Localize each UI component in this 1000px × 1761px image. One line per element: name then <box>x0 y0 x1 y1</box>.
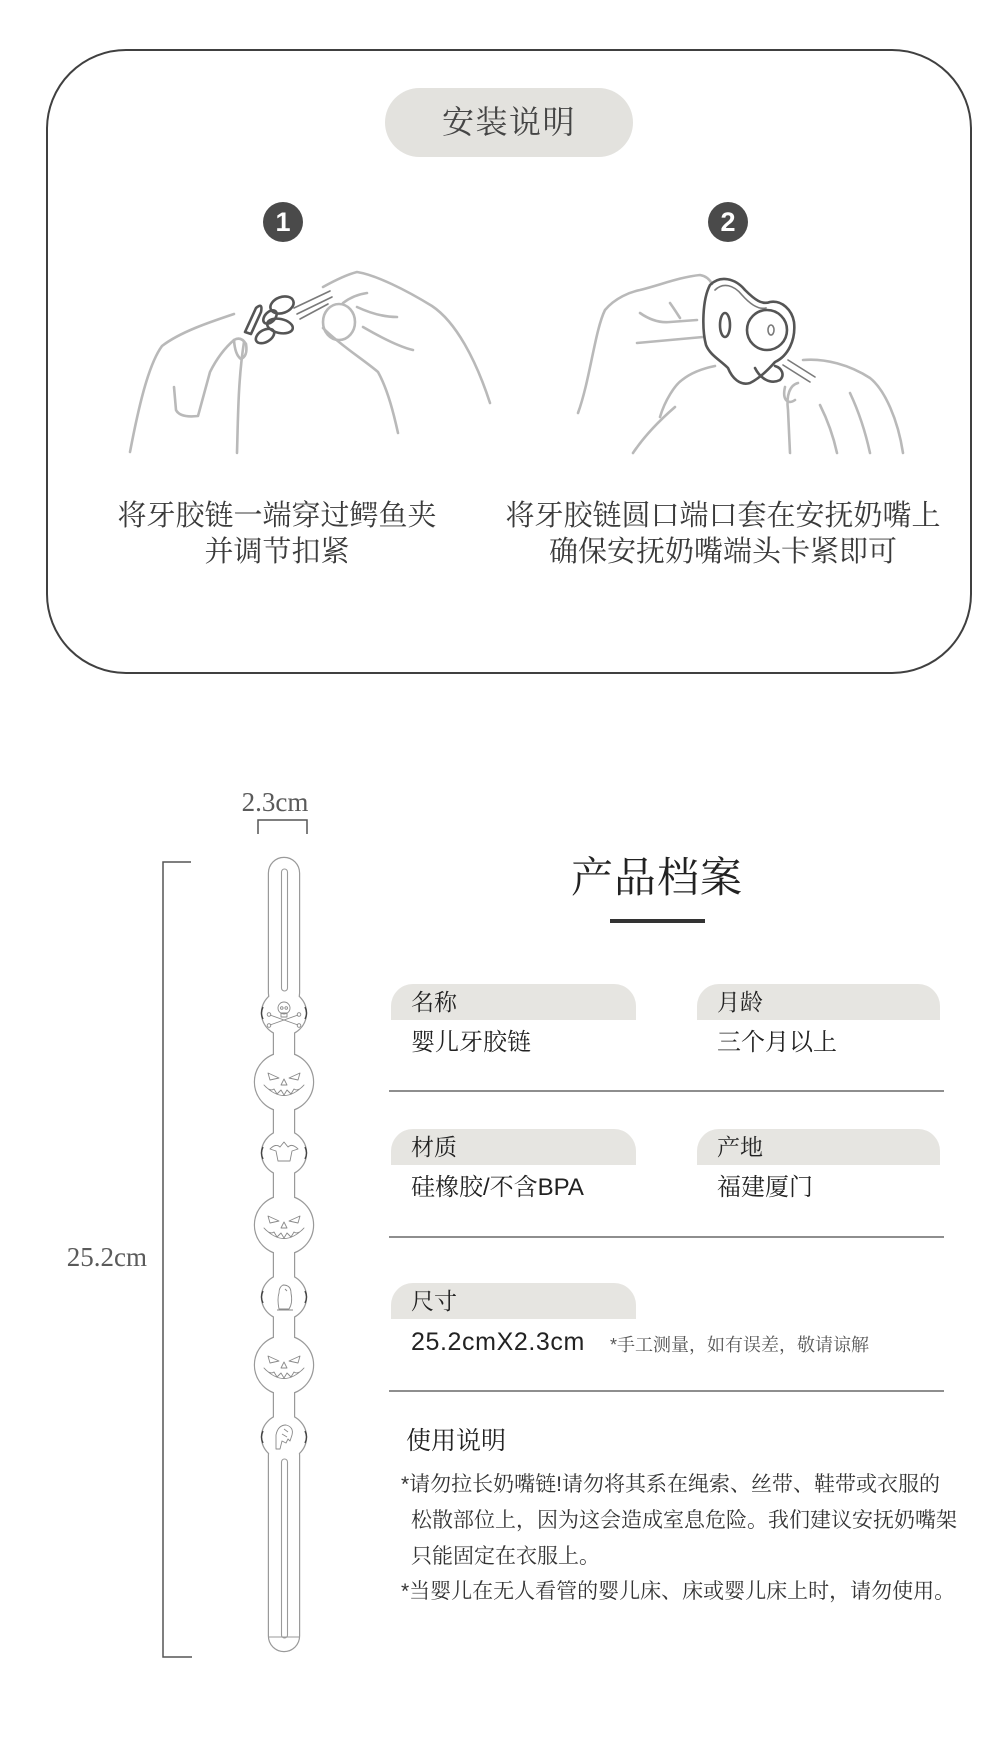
field-value-material: 硅橡胶/不含BPA <box>411 1174 584 1201</box>
teether-dimension-diagram <box>130 780 330 1680</box>
teether-chain-and-clip <box>245 291 332 346</box>
step-2-line-1: 将牙胶链圆口端口套在安抚奶嘴上 <box>505 500 941 532</box>
field-value-origin: 福建厦门 <box>717 1174 813 1201</box>
field-label-size: 尺寸 <box>391 1283 636 1319</box>
length-dimension-label: 25.2cm <box>66 1242 147 1272</box>
step-1-instruction <box>37 498 517 570</box>
field-value-size: 25.2cmX2.3cm <box>411 1328 585 1356</box>
field-label-origin: 产地 <box>697 1129 940 1165</box>
product-profile-title: 产品档案 <box>570 854 743 901</box>
step-2-line-2: 确保安抚奶嘴端头卡紧即可 <box>548 536 897 568</box>
step-1-number-badge: 1 <box>263 202 303 242</box>
usage-note-line: *当婴儿在无人看管的婴儿床、床或婴儿床上时，请勿使用。 <box>401 1580 956 1603</box>
field-label-name: 名称 <box>391 984 636 1020</box>
hands-attaching-pacifier-icon <box>570 260 920 470</box>
hands-threading-teether-through-clip-icon <box>110 260 500 470</box>
left-hand-drawing <box>130 314 246 453</box>
step-1-line-2: 并调节扣紧 <box>204 536 350 568</box>
divider <box>389 1236 944 1238</box>
field-label-material: 材质 <box>391 1129 636 1165</box>
field-value-age: 三个月以上 <box>717 1029 837 1056</box>
step-2-number-badge: 2 <box>708 202 748 242</box>
teether-outline <box>255 858 313 1651</box>
length-dimension-line <box>163 862 192 1657</box>
left-hand-drawing <box>578 275 715 453</box>
field-label-age: 月龄 <box>697 984 940 1020</box>
usage-note-line: 松散部位上，因为这会造成室息危险。我们建议安抚奶嘴架 <box>411 1509 957 1532</box>
usage-instructions-title: 使用说明 <box>406 1427 507 1455</box>
divider <box>389 1090 944 1092</box>
right-hand-drawing <box>784 360 903 453</box>
installation-title: 安装说明 <box>385 88 633 157</box>
pacifier-drawing <box>703 279 815 384</box>
field-value-name: 婴儿牙胶链 <box>411 1029 531 1056</box>
width-dimension-label: 2.3cm <box>241 787 309 817</box>
title-underline <box>610 919 705 923</box>
usage-note-line: 只能固定在衣服上。 <box>411 1545 600 1568</box>
width-dimension-bracket <box>258 820 307 834</box>
right-hand-drawing <box>323 272 490 433</box>
step-2-instruction <box>483 498 963 570</box>
step-1-line-1: 将牙胶链一端穿过鳄鱼夹 <box>117 500 437 532</box>
divider <box>389 1390 944 1392</box>
size-measurement-note: *手工测量，如有误差，敬请谅解 <box>610 1335 870 1355</box>
usage-note-line: *请勿拉长奶嘴链!请勿将其系在绳索、丝带、鞋带或衣服的 <box>401 1473 941 1496</box>
